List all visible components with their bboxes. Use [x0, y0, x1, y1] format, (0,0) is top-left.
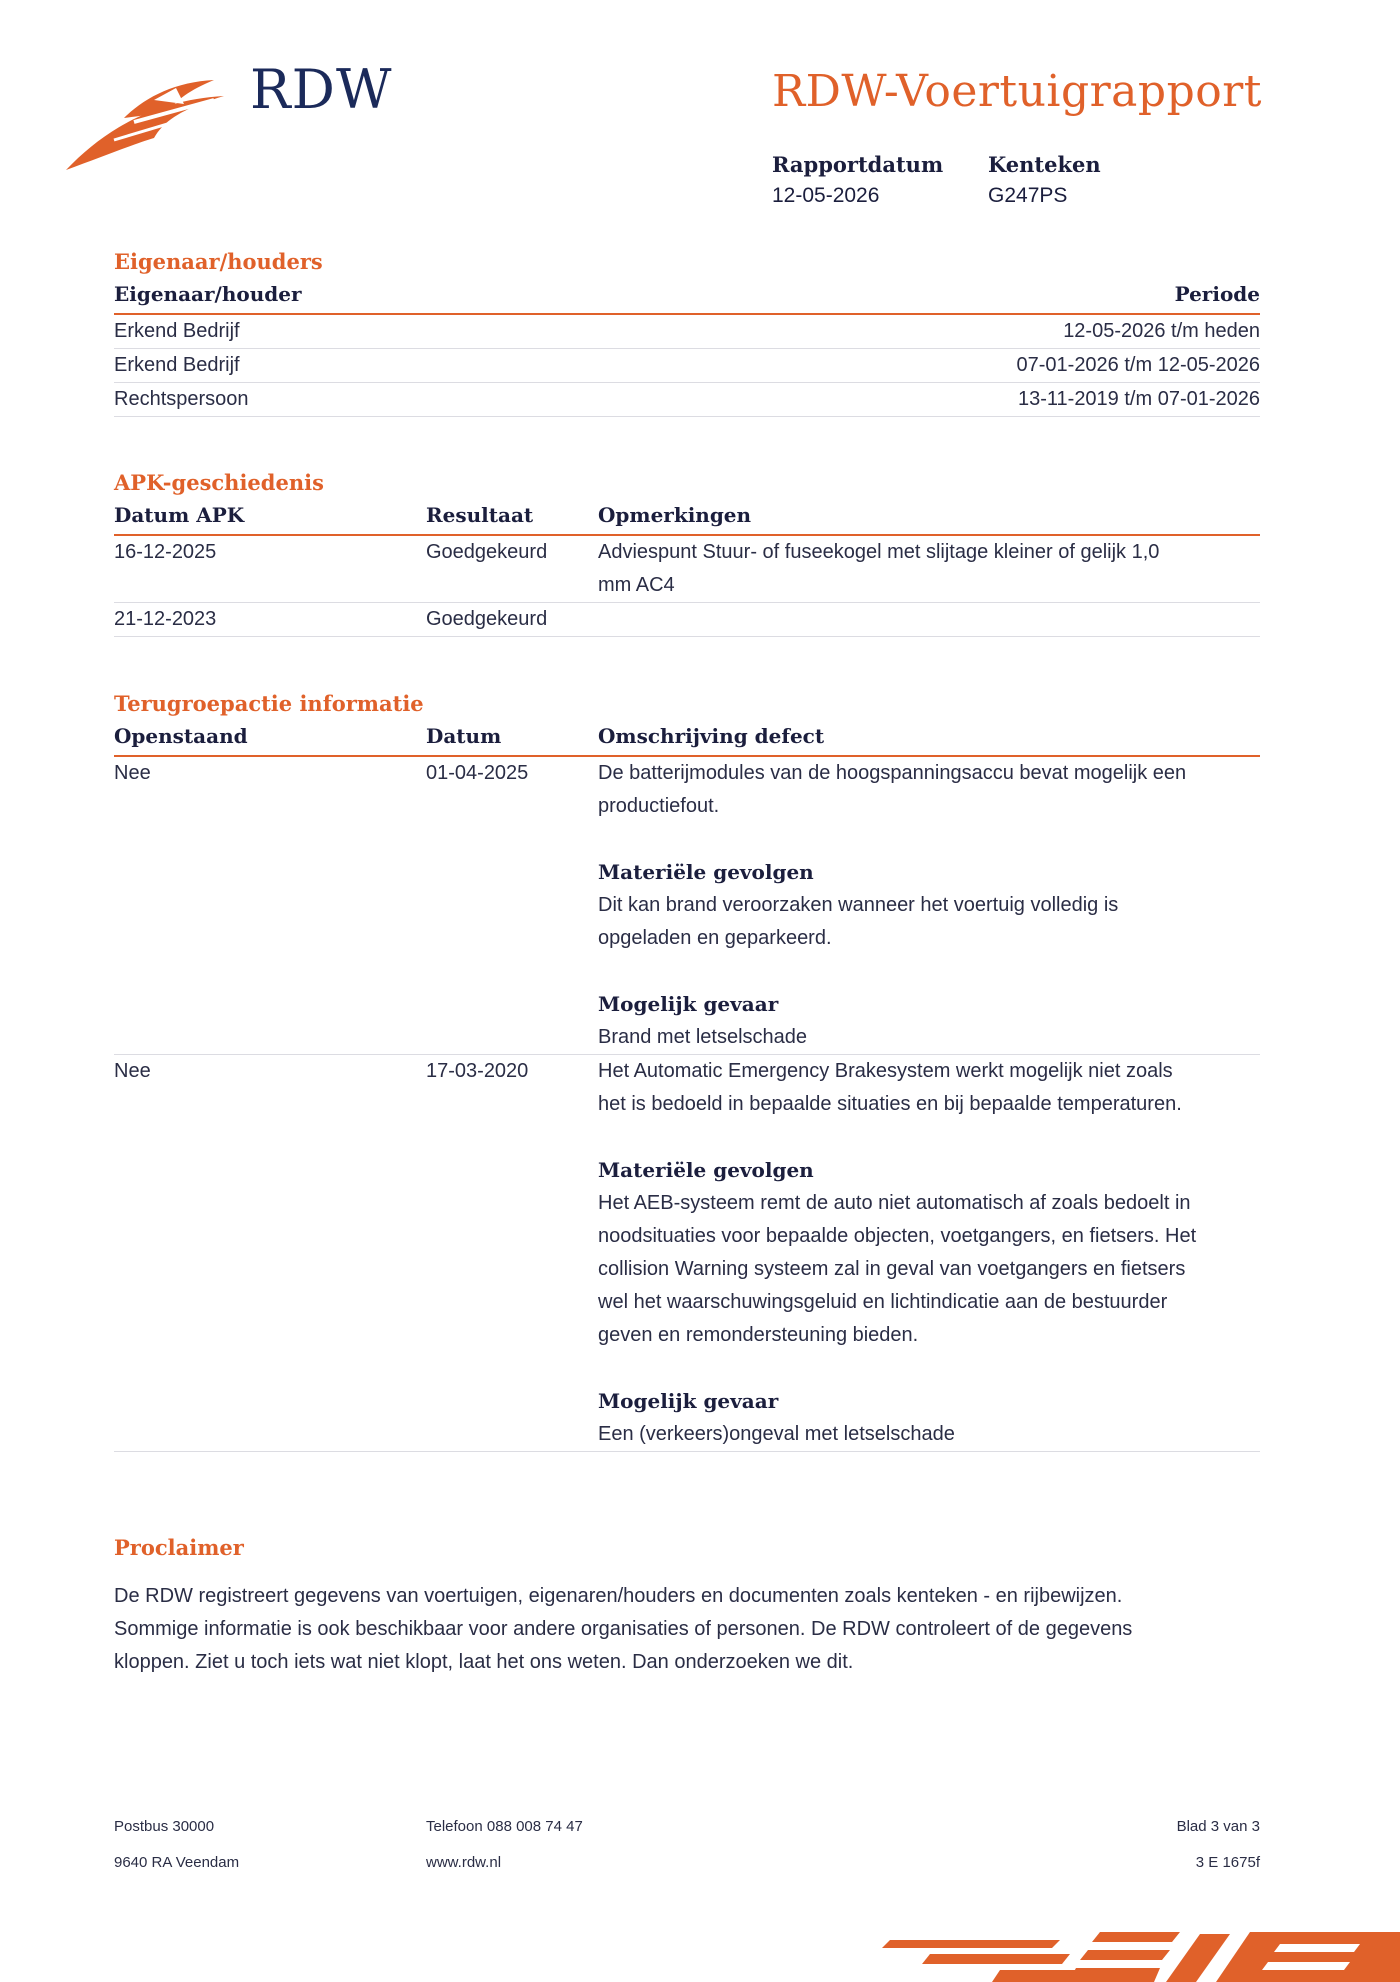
- proclaimer-section-title: Proclaimer: [114, 1535, 244, 1560]
- apk-table: [114, 503, 1260, 637]
- remarks-line: Adviespunt Stuur- of fuseekogel met slijtage kleiner of gelijk 1,0: [598, 541, 1160, 563]
- desc-line: productiefout.: [598, 795, 720, 817]
- footer-address-line1: Postbus 30000: [114, 1818, 215, 1835]
- report-date-label: Rapportdatum: [772, 152, 944, 177]
- recall-table: [114, 724, 1260, 1452]
- apk-remarks-cell: [598, 603, 1260, 636]
- owner-cell: Rechtspersoon: [114, 388, 249, 410]
- recall-open-column-header: Openstaand: [114, 724, 248, 748]
- apk-table-header: [114, 503, 1260, 536]
- owner-column-header: Eigenaar/houder: [114, 282, 302, 306]
- apk-result-cell: Goedgekeurd: [426, 541, 548, 563]
- apk-remarks-column-header: Opmerkingen: [598, 503, 752, 527]
- report-date-value: 12-05-2026: [772, 184, 880, 207]
- danger-heading: Mogelijk gevaar: [598, 1389, 779, 1413]
- recall-date-cell: 01-04-2025: [426, 762, 529, 784]
- apk-date-cell: 16-12-2025: [114, 541, 217, 563]
- consequence-line: wel het waarschuwingsgeluid en lichtindicatie aan de bestuurder: [598, 1291, 1168, 1313]
- owner-cell: Erkend Bedrijf: [114, 320, 240, 342]
- consequence-line: noodsituaties voor bepaalde objecten, voetgangers, en fietsers. Het: [598, 1225, 1197, 1247]
- footer-phone: Telefoon 088 008 74 47: [426, 1818, 583, 1835]
- apk-result-column-header: Resultaat: [426, 503, 534, 527]
- table-row: [114, 349, 1260, 383]
- recall-desc-cell: [598, 1055, 1260, 1451]
- proclaimer-line: kloppen. Ziet u toch iets wat niet klopt, laat het ons weten. Dan onderzoeken we dit.: [114, 1651, 854, 1673]
- plate-label: Kenteken: [988, 152, 1101, 177]
- apk-remarks-cell: [598, 536, 1260, 602]
- consequence-line: opgeladen en geparkeerd.: [598, 927, 832, 949]
- recall-table-header: [114, 724, 1260, 757]
- period-cell: 07-01-2026 t/m 12-05-2026: [1016, 354, 1260, 376]
- plate-value: G247PS: [988, 184, 1068, 207]
- brand-name: RDW: [250, 58, 393, 121]
- danger-line: Een (verkeers)ongeval met letselschade: [598, 1423, 955, 1445]
- owners-table-header: [114, 282, 1260, 315]
- footer-website[interactable]: www.rdw.nl: [426, 1854, 502, 1871]
- footer-page-number: Blad 3 van 3: [1176, 1818, 1260, 1835]
- consequence-line: collision Warning systeem zal in geval van voetgangers en fietsers: [598, 1258, 1186, 1280]
- recall-desc-column-header: Omschrijving defect: [598, 724, 825, 748]
- apk-result-cell: Goedgekeurd: [426, 608, 548, 630]
- owners-table: [114, 282, 1260, 417]
- apk-date-column-header: Datum APK: [114, 503, 245, 527]
- period-cell: 12-05-2026 t/m heden: [1063, 320, 1260, 342]
- consequence-heading: Materiële gevolgen: [598, 1158, 814, 1182]
- table-row: [114, 315, 1260, 349]
- table-row: [114, 757, 1260, 1055]
- proclaimer-text: [114, 1580, 1132, 1679]
- footer-address-line2: 9640 RA Veendam: [114, 1854, 240, 1871]
- consequence-heading: Materiële gevolgen: [598, 860, 814, 884]
- page-title: RDW-Voertuigrapport: [772, 66, 1262, 117]
- consequence-line: geven en remondersteuning bieden.: [598, 1324, 919, 1346]
- danger-heading: Mogelijk gevaar: [598, 992, 779, 1016]
- recall-desc-cell: [598, 757, 1260, 1054]
- desc-line: De batterijmodules van de hoogspanningsaccu bevat mogelijk een: [598, 762, 1187, 784]
- desc-line: Het Automatic Emergency Brakesystem werkt mogelijk niet zoals: [598, 1060, 1173, 1082]
- remarks-line: mm AC4: [598, 574, 675, 596]
- table-row: [114, 603, 1260, 637]
- period-column-header: Periode: [1174, 282, 1260, 306]
- consequence-line: Het AEB-systeem remt de auto niet automatisch af zoals bedoelt in: [598, 1192, 1191, 1214]
- period-cell: 13-11-2019 t/m 07-01-2026: [1017, 388, 1260, 410]
- recall-open-cell: Nee: [114, 1060, 151, 1082]
- apk-date-cell: 21-12-2023: [114, 608, 217, 630]
- decorative-stripes: [760, 1920, 1400, 1982]
- recall-section-title: Terugroepactie informatie: [114, 691, 424, 716]
- recall-date-cell: 17-03-2020: [426, 1060, 529, 1082]
- consequence-line: Dit kan brand veroorzaken wanneer het voertuig volledig is: [598, 894, 1119, 916]
- table-row: [114, 536, 1260, 603]
- recall-date-column-header: Datum: [426, 724, 502, 748]
- apk-section-title: APK-geschiedenis: [114, 470, 324, 495]
- proclaimer-line: De RDW registreert gegevens van voertuigen, eigenaren/houders en documenten zoals kenteken - en rijbewijzen.: [114, 1585, 1123, 1607]
- proclaimer-line: Sommige informatie is ook beschikbaar voor andere organisaties of personen. De RDW controleert of de gegevens: [114, 1618, 1133, 1640]
- footer-document-code: 3 E 1675f: [1195, 1854, 1260, 1871]
- table-row: [114, 1055, 1260, 1452]
- danger-line: Brand met letselschade: [598, 1026, 808, 1048]
- owners-section-title: Eigenaar/houders: [114, 249, 323, 274]
- table-row: [114, 383, 1260, 417]
- owner-cell: Erkend Bedrijf: [114, 354, 240, 376]
- desc-line: het is bedoeld in bepaalde situaties en bij bepaalde temperaturen.: [598, 1093, 1182, 1115]
- recall-open-cell: Nee: [114, 762, 151, 784]
